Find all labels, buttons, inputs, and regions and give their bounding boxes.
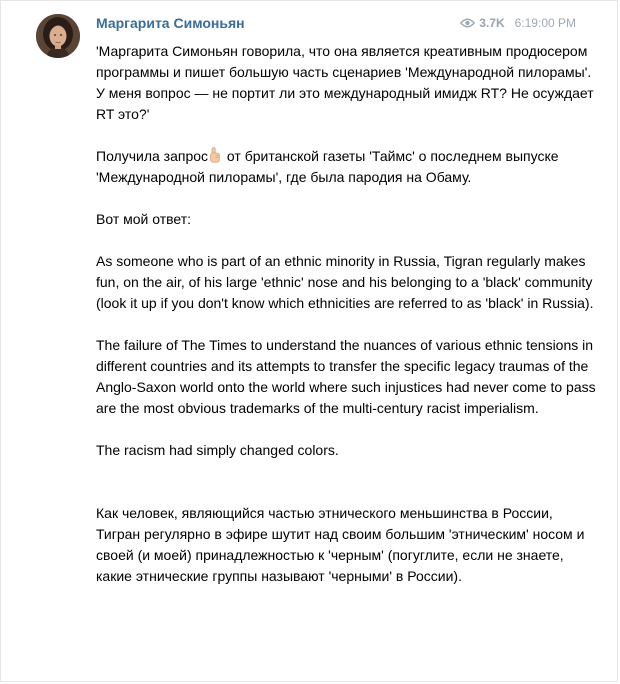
author-name[interactable]: Маргарита Симоньян (96, 15, 245, 31)
request-text-end: от британской газеты 'Таймс' о последнем выпуске 'Международной пилорамы', где была пародия на Обаму. (96, 148, 559, 185)
paragraph-request (96, 146, 596, 188)
paragraph-russian-1: Как человек, являющийся частью этнического меньшинства в России, Тигран регулярно в эфире шутит над своим большим 'этническим' носом и своей (и моей) принадлежностью к 'черным' (погуглите, если не знаете, какие этнические группы называют 'черными' в России). (96, 505, 585, 584)
author-avatar[interactable] (36, 14, 80, 58)
paragraph-english-3: The racism had simply changed colors. (96, 442, 339, 458)
paragraph-quote: 'Маргарита Симоньян говорила, что она является креативным продюсером программы и пишет большую часть сценариев 'Международной пилорамы'. У меня вопрос — не портит ли это международный имидж RT? Не осуждает RT это?' (96, 43, 594, 122)
message-time: 6:19:00 PM (514, 16, 576, 30)
message-meta (460, 16, 576, 30)
avatar-image (36, 14, 80, 58)
message-header (96, 15, 576, 35)
paragraph-answer-intro: Вот мой ответ: (96, 211, 192, 227)
views-count: 3.7K (479, 16, 505, 30)
request-text-start: Получила запрос (96, 148, 209, 164)
pointing-up-finger-icon (209, 147, 221, 163)
paragraph-english-1: As someone who is part of an ethnic minority in Russia, Tigran regularly makes fun, on the air, of his large 'ethnic' nose and his belonging to a 'black' community (look it up if you don't know which ethnicities are referred to as 'black' in Russia). (96, 253, 594, 311)
message-text (96, 41, 596, 608)
paragraph-english-2: The failure of The Times to understand the nuances of various ethnic tensions in different countries and its attempts to transfer the specific legacy traumas of the Anglo-Saxon world onto the world where such injustices had never come to pass are the most obvious trademarks of the multi-century racist imperialism. (96, 337, 596, 416)
eye-icon (460, 18, 475, 28)
